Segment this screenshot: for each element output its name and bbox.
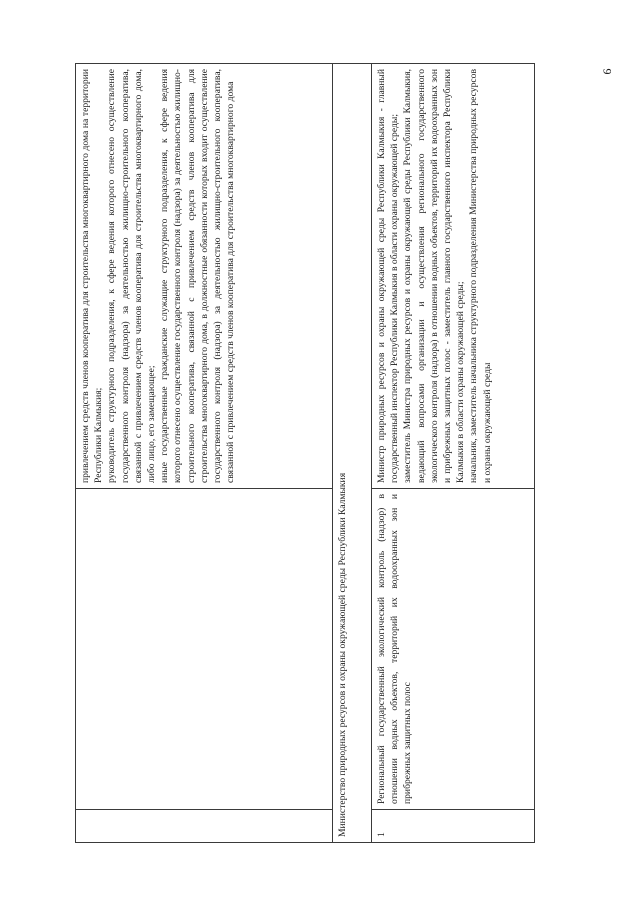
officials-paragraph: заместитель Министра природных ресурсов и охраны окружающей среды Республики Калмыкия, ведающий вопросами организации и осуществления регионального государственного экологического контроля (надзора) в отношении водных объектов, территорий их водоохранных зон и прибрежных защитных полос - заместитель главного государственного инспектора Республики Калмыкия в области охраны окружающей среды; [402, 69, 467, 483]
table-row [372, 64, 535, 843]
page-number: 9 [600, 68, 615, 75]
row-number-cell [76, 810, 333, 843]
officials-paragraph: начальник, заместитель начальника структурного подразделения Министерства природных ресурсов и охраны окружающей среды [468, 69, 493, 483]
ministry-section-title: Министерство природных ресурсов и охраны окружающей среды Республики Калмыкия [333, 64, 372, 843]
section-header-row [333, 64, 372, 843]
row-number-cell: 1 [372, 810, 535, 843]
control-type-cell: Региональный государственный экологический контроль (надзор) в отношении водных объектов, территорий их водоохранных зон и прибрежных защитных полос [372, 489, 535, 810]
officials-paragraph: привлечением средств членов кооператива для строительства многоквартирного дома на территории Республики Калмыкия; [80, 69, 105, 483]
officials-paragraph: иные государственные гражданские служащие структурного подразделения, к сфере ведения которого отнесено осуществление государственного контроля (надзора) за деятельностью жилищно-строительного кооператива, связанной с привлечением средств членов кооператива для строительства многоквартирного дома, в должностные обязанности которых входит осуществление государственного контроля (надзора) за деятельностью жилищно-строительного кооператива, связанной с привлечением средств членов кооператива для строительства многоквартирного дома [159, 69, 237, 483]
control-type-cell [76, 489, 333, 810]
table-row [76, 64, 333, 843]
officials-table [75, 63, 535, 843]
officials-paragraph: руководитель структурного подразделения, к сфере ведения которого отнесено осуществление государственного контроля (надзора) за деятельностью жилищно-строительного кооператива, связанной с привлечением средств членов кооператива для строительства многоквартирного дома, либо лицо, его замещающее; [106, 69, 158, 483]
officials-cell [372, 64, 535, 489]
officials-paragraph: Министр природных ресурсов и охраны окружающей среды Республики Калмыкия - главный государственный инспектор Республики Калмыкия в области охраны окружающей среды; [376, 69, 401, 483]
officials-cell [76, 64, 333, 489]
rotated-table-wrapper [75, 69, 535, 843]
